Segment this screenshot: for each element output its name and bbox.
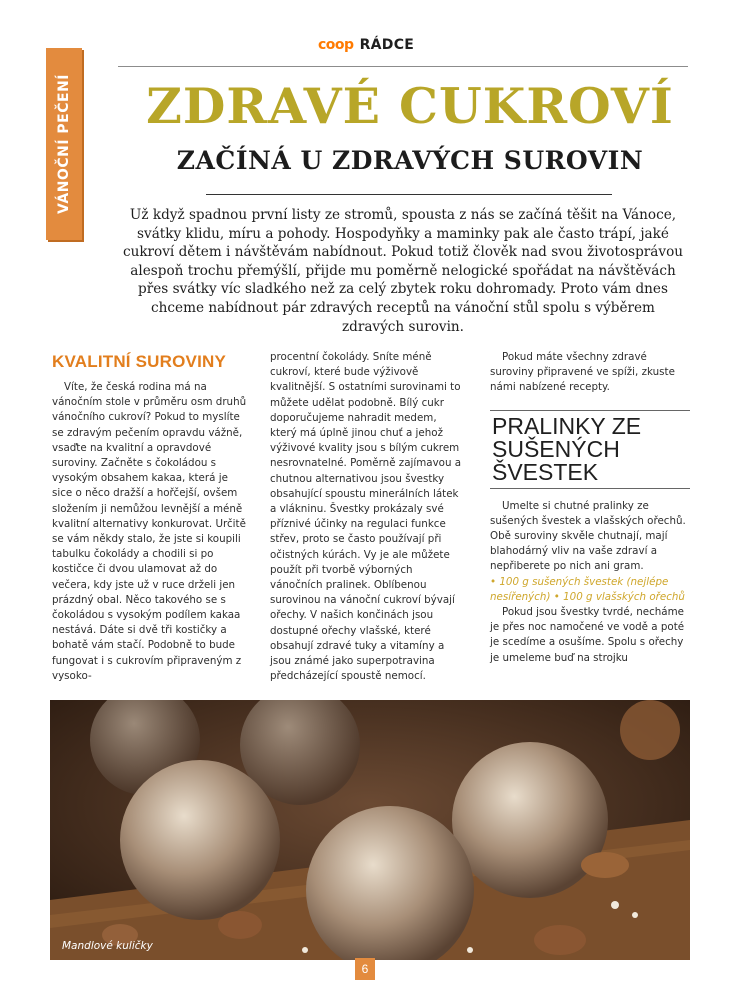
recipe-method: Pokud jsou švestky tvrdé, necháme je přes noc namočené ve vodě a poté je scedíme a osušíme. Spolu s ořechy je umeleme buď na strojku xyxy=(490,606,685,664)
recipe-ingredients: • 100 g sušených švestek (nejlépe nesířených) • 100 g vlašských ořechů xyxy=(490,575,685,603)
page-title: ZDRAVÉ CUKROVÍ xyxy=(146,77,674,135)
page-number: 6 xyxy=(355,958,375,980)
almond-balls-photo xyxy=(50,700,690,960)
column-3-intro: Pokud máte všechny zdravé suroviny připravené ve spíži, zkuste námi nabízené recepty. xyxy=(490,351,675,394)
recipe-title-box xyxy=(490,410,690,489)
column-3 xyxy=(490,350,690,666)
coop-logo: coop xyxy=(318,37,354,53)
column-1 xyxy=(52,352,248,684)
photo-caption: Mandlové kuličky xyxy=(62,940,153,952)
column-2-text: procentní čokolády. Sníte méně cukroví, které bude výživově kvalitnější. S ostatními surovinami to můžete udělat podobně. Bílý cukr doporučujeme nahradit medem, který má úplně jinou chuť a jehož výživové kvality jsou s bílým cukrem nesrovnatelné. Poměrně zajímavou a chutnou alternativou jsou švestky obsahující spoustu minerálních látek a vlákninu. Švestky prokázaly své příznivé účinky na regulaci funkce střev, proto se často používají při očistných kúrách. Vy je ale můžete použít při tvorbě výborných vánočních pralinek. Oblíbenou surovinou na vánoční cukroví bývají ořechy. V našich končinách jsou dostupné ořechy vlašské, které obsahují zdravé tuky a vitamíny a jsou známé jako superpotravina předcházející spoustě nemocí. xyxy=(270,351,462,683)
recipe-title: PRALINKY ZE SUŠENÝCH ŠVESTEK xyxy=(492,412,642,485)
header-divider xyxy=(118,66,688,67)
photo xyxy=(50,700,690,960)
column-1-text: Víte, že česká rodina má na vánočním stole v průměru osm druhů vánočního cukroví? Pokud to myslíte se zdravým pečením opravdu vážně, vsaďte na kvalitní a opravdové suroviny. Začněte s čokoládou s vysokým obsahem kakaa, která je sice o něco dražší a hořčejší, ovšem složením ji nemůžou levnější a méně kvalitní alternativy konkurovat. Určitě se vám někdy stalo, že jste si koupili tabulku čokolády a chodili si po kostičce či dvou ulamovat až do večera, kdy jste už v ruce drželi jen prázdný obal. Něco takového se s čokoládou s vysokým podílem kakaa nestává. Dáte si dvě tři kostičky a bohatě vám stačí. Podobně to bude fungovat i s cukrovím připraveným z vysoko- xyxy=(52,381,247,682)
side-tab xyxy=(46,48,82,240)
column-2 xyxy=(270,350,466,684)
intro-paragraph: Už když spadnou první listy ze stromů, spousta z nás se začíná těšit na Vánoce, svátky klidu, míru a pohody. Hospodyňky a maminky pak ale často trápí, jaké cukroví dětem i návštěvám nabídnout. Pokud totiž člověk nad svou životosprávou alespoň trochu přemýšlí, přijde mu poměrně nelogické spořádat na návštěvách přes svátky víc sladkého než za celý zbytek roku dohromady. Proto vám dnes chceme nabídnout pár zdravých receptů na vánoční stůl spolu s výběrem zdravých surovin. xyxy=(122,207,684,335)
subtitle-divider xyxy=(206,194,612,195)
brand-header xyxy=(318,37,414,53)
section-heading: KVALITNÍ SUROVINY xyxy=(52,352,227,371)
page-subtitle: ZAČÍNÁ U ZDRAVÝCH SUROVIN xyxy=(176,146,644,175)
side-tab-label: VÁNOČNÍ PEČENÍ xyxy=(56,74,72,214)
section-label: RÁDCE xyxy=(359,37,415,53)
recipe-description: Umelte si chutné pralinky ze sušených švestek a vlašských ořechů. Obě suroviny skvěle chutnají, mají blahodárný vliv na vaše zdraví a nepřiberete po nich ani gram. xyxy=(490,499,686,573)
